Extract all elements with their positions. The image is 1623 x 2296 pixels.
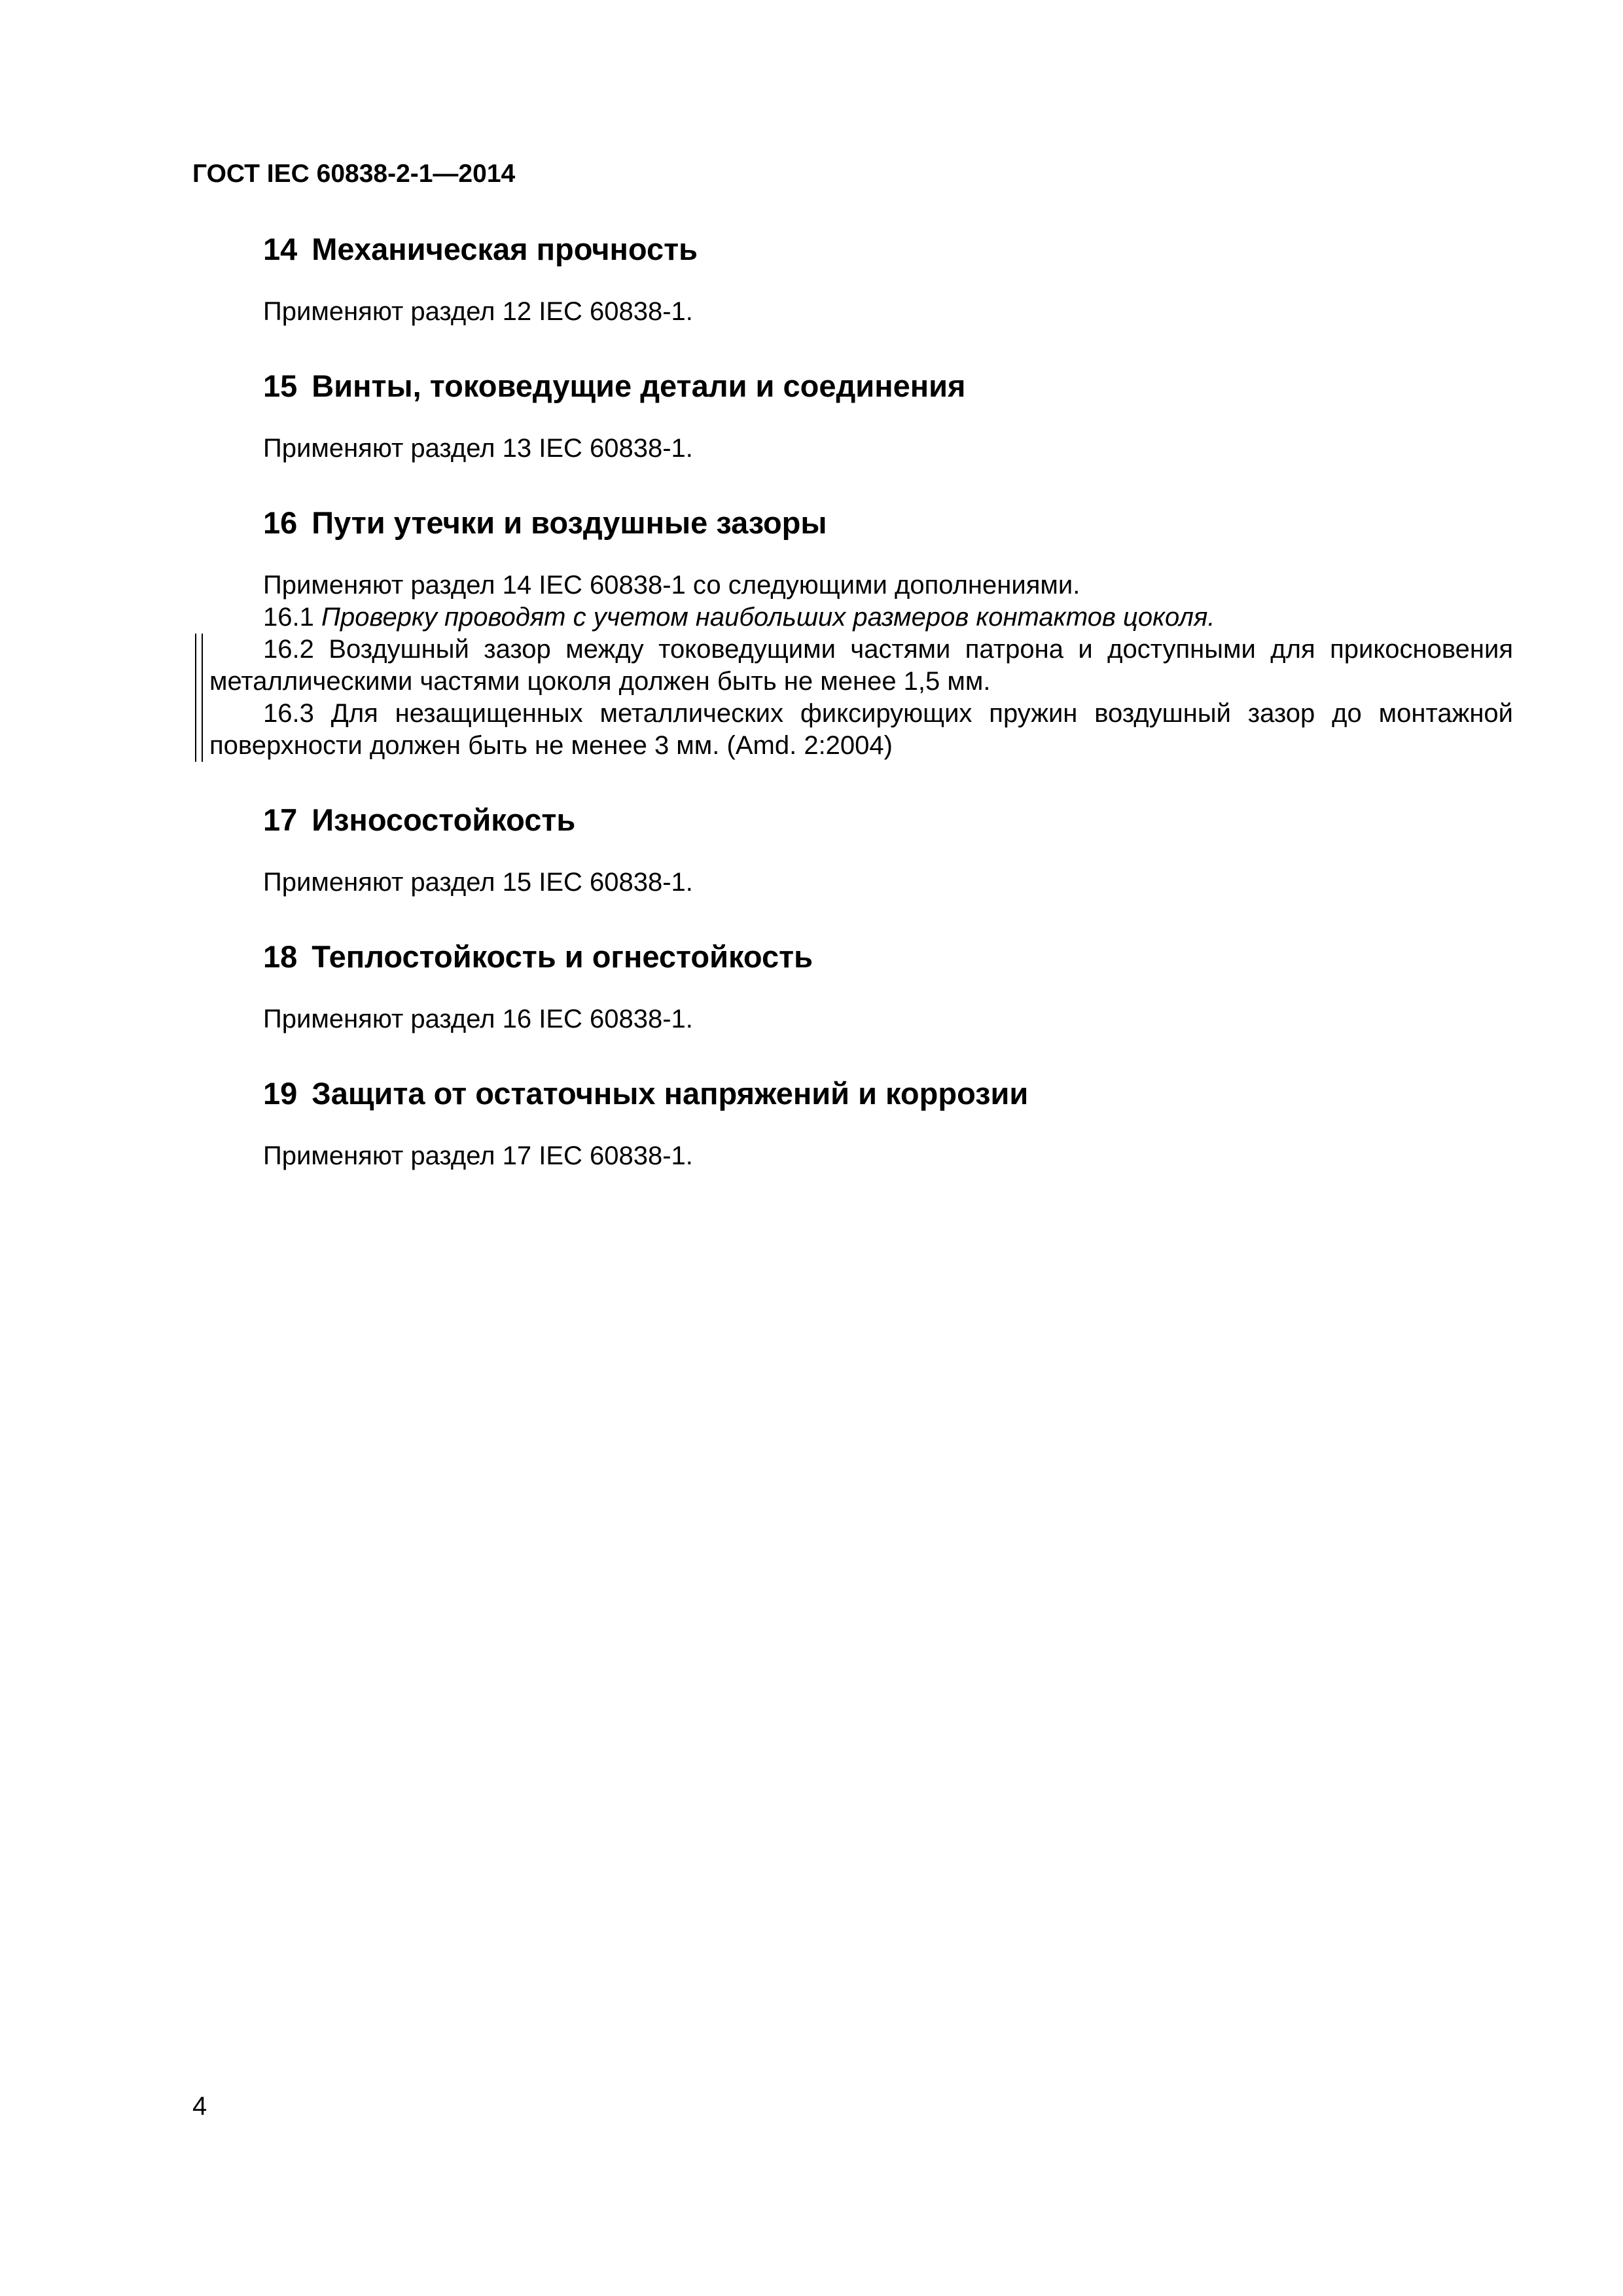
subsection-16-2 [209, 634, 1513, 698]
subsection-16-1 [209, 601, 1513, 634]
section-14 [209, 228, 1513, 328]
section-text: Применяют раздел 15 IEC 60838-1. [263, 868, 693, 897]
section-heading [209, 501, 1513, 545]
section-title: Защита от остаточных напряжений и коррозии [312, 1076, 1029, 1111]
section-heading [209, 1072, 1513, 1115]
section-title: Винты, токоведущие детали и соединения [312, 368, 966, 403]
section-19 [209, 1072, 1513, 1172]
subsection-text: Для незащищенных металлических фиксирующих пружин воздушный зазор до монтажной поверхности должен быть не менее 3 мм. (Amd. 2:2004) [209, 699, 1514, 760]
section-number: 16 [263, 505, 298, 540]
page-number: 4 [192, 2092, 207, 2121]
section-title: Теплостойкость и огнестойкость [312, 939, 813, 974]
section-title: Механическая прочность [312, 232, 698, 266]
document-header: ГОСТ IEC 60838-2-1—2014 [192, 160, 516, 188]
section-heading [209, 365, 1513, 408]
change-bar-marker [195, 634, 203, 762]
subsection-number: 16.1 [263, 603, 314, 632]
section-heading [209, 798, 1513, 842]
section-text: Применяют раздел 16 IEC 60838-1. [263, 1005, 693, 1033]
section-text: Применяют раздел 14 IEC 60838-1 со следующими дополнениями. [263, 571, 1080, 600]
section-heading [209, 935, 1513, 978]
section-heading [209, 228, 1513, 271]
section-number: 18 [263, 939, 298, 974]
section-number: 19 [263, 1076, 298, 1111]
section-number: 14 [263, 232, 298, 266]
subsection-number: 16.3 [263, 699, 314, 728]
section-17 [209, 798, 1513, 899]
subsection-text: Воздушный зазор между токоведущими частями патрона и доступными для прикосновения металлическими частями цоколя должен быть не менее 1,5 мм. [209, 635, 1513, 696]
section-18 [209, 935, 1513, 1035]
subsection-16-3 [209, 698, 1513, 762]
document-body [209, 228, 1513, 1172]
section-title: Износостойкость [312, 802, 576, 837]
subsection-text: Проверку проводят с учетом наибольших размеров контактов цоколя. [321, 603, 1215, 632]
section-text: Применяют раздел 13 IEC 60838-1. [263, 434, 693, 463]
section-title: Пути утечки и воздушные зазоры [312, 505, 827, 540]
section-number: 17 [263, 802, 298, 837]
section-text: Применяют раздел 12 IEC 60838-1. [263, 297, 693, 326]
section-16 [209, 501, 1513, 762]
section-15 [209, 365, 1513, 465]
section-number: 15 [263, 368, 298, 403]
subsection-number: 16.2 [263, 635, 314, 664]
section-text: Применяют раздел 17 IEC 60838-1. [263, 1141, 693, 1170]
amended-block [209, 634, 1513, 762]
